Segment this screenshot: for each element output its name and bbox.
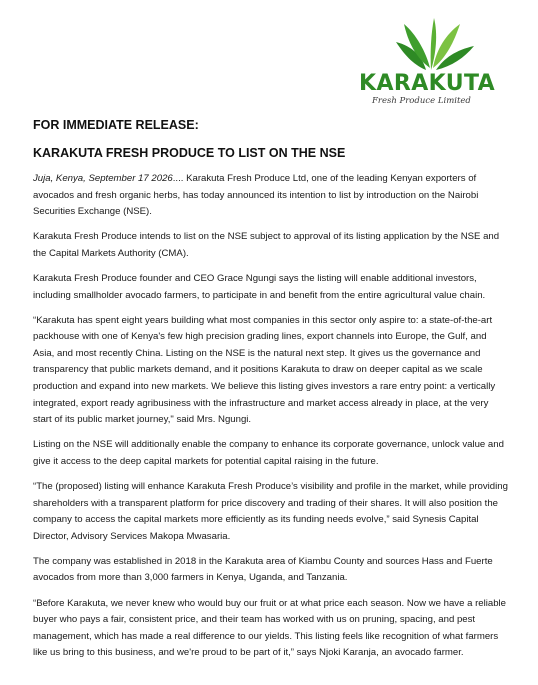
dateline-separator: .... bbox=[172, 173, 184, 184]
logo-tagline: Fresh Produce Limited bbox=[372, 96, 471, 106]
dateline: Juja, Kenya, September 17 2026 bbox=[33, 173, 173, 184]
company-logo bbox=[352, 12, 510, 108]
paragraph-3: Karakuta Fresh Produce founder and CEO Grace Ngungi says the listing will enable additional investors, including smallholder avocado farmers, to participate in and benefit from the entire agricultural value chain. bbox=[33, 272, 486, 301]
paragraph-4-quote: “Karakuta has spent eight years building what most companies in this sector only aspire to: a state-of-the-art packhouse with one of Kenya's few high precision grading lines, export channels into Europe, the Gulf, and Asia, and most recently China. Listing on the NSE is the natural next step. It gives us the governance and transparency that public markets demand, and it positions Karakuta to draw on deeper capital as we scale production and expand into new markets. We believe this listing gives investors a rare entry point: a vertically integrated, export ready agribusiness with the infrastructure and market access already in place, at the very start of its public market journey," said Mrs. Ngungi. bbox=[33, 314, 496, 426]
paragraph-6-quote: “The (proposed) listing will enhance Karakuta Fresh Produce’s visibility and profile in the market, while providing shareholders with a transparent platform for price discovery and trading of their shares. It will also position the company to access the capital markets more efficiently as its funding needs evolve,” said Synesis Capital Director, Advisory Services Makopa Mwasaria. bbox=[33, 481, 508, 542]
paragraph-1-text: Karakuta Fresh Produce Ltd, one of the leading Kenyan exporters of avocados and fresh organic herbs, has today announced its intention to list by introduction on the Nairobi Securities Exchange (NSE). bbox=[33, 173, 479, 218]
paragraph-2: Karakuta Fresh Produce intends to list on the NSE subject to approval of its listing application by the NSE and the Capital Markets Authority (CMA). bbox=[33, 231, 500, 259]
paragraph-8-quote: “Before Karakuta, we never knew who would buy our fruit or at what price each season. Now we have a reliable buyer who pays a fair, consistent price, and their team has worked with us on pruning, spacing, and pest management, which has made a real difference to our yields. This listing feels like recognition of what farmers like us bring to this business, and we're proud to be part of it,” says Njoki Karanja, an avocado farmer. bbox=[33, 597, 507, 659]
headline: KARAKUTA FRESH PRODUCE TO LIST ON THE NSE bbox=[33, 146, 346, 160]
logo-wordmark: KARAKUTA bbox=[359, 71, 496, 96]
paragraph-1 bbox=[33, 171, 508, 221]
release-label: FOR IMMEDIATE RELEASE: bbox=[33, 118, 199, 132]
paragraph-5: Listing on the NSE will additionally enable the company to enhance its corporate governance, unlock value and give it access to the deep capital markets for potential capital raising in the future. bbox=[33, 439, 504, 467]
leaf-sprout-icon bbox=[352, 12, 510, 74]
paragraph-7: The company was established in 2018 in the Karakuta area of Kiambu County and sources Hass and Fuerte avocados from more than 3,000 farmers in Kenya, Uganda, and Tanzania. bbox=[33, 555, 493, 584]
press-release bbox=[33, 118, 508, 670]
